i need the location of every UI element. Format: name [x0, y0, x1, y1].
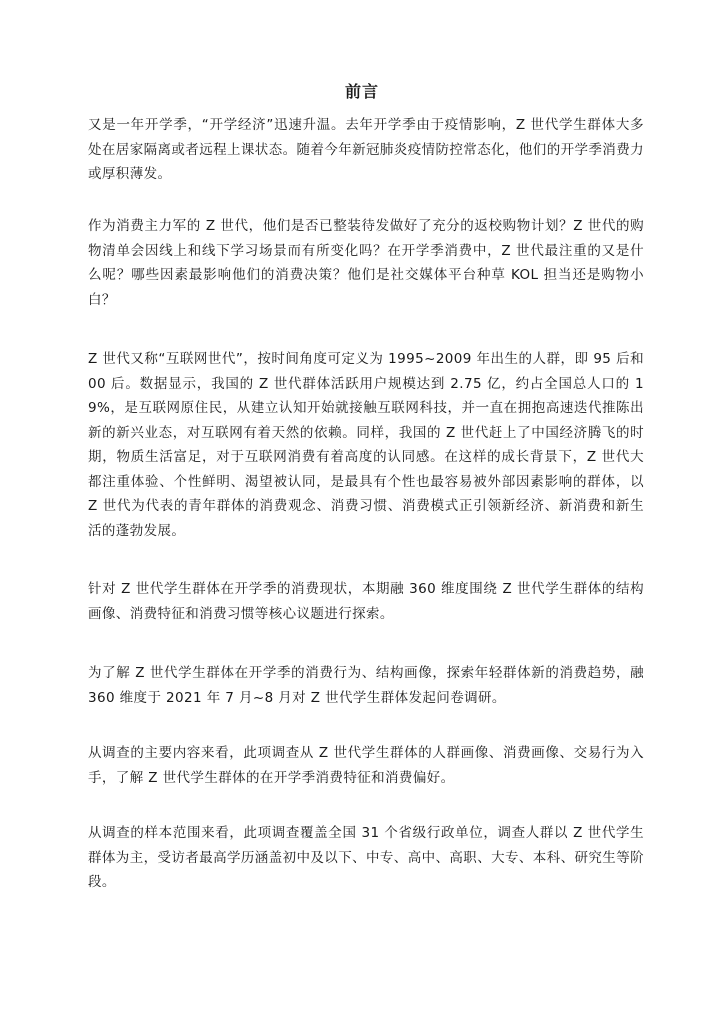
paragraph-intro: 又是一年开学季，“开学经济”迅速升温。去年开学季由于疫情影响，Z 世代学生群体大多处在居家隔离或者远程上课状态。随着今年新冠肺炎疫情防控常态化，他们的开学季消费力或厚积薄发。 [88, 117, 644, 182]
paragraph-gen-z-definition: Z 世代又称“互联网世代”，按时间角度可定义为 1995~2009 年出生的人群，即 95 后和 00 后。数据显示，我国的 Z 世代群体活跃用户规模达到 2.75 亿，约占全国总人口的 19%，是互联网原住民，从建立认知开始就接触互联网科技，并一直在拥抱高速迭代推陈出新的新兴业态，对互联网有着天然的依赖。同样，我国的 Z 世代赶上了中国经济腾飞的时期，物质生活富足，对于互联网消费有着高度的认同感。在这样的成长背景下，Z 世代大都注重体验、个性鲜明、渴望被认同，是最具有个性也最容易被外部因素影响的群体，以 Z 世代为代表的青年群体的消费观念、消费习惯、消费模式正引领新经济、新消费和新生活的蓬勃发展。 [88, 351, 644, 539]
paragraph-survey-sample: 从调查的样本范围来看，此项调查覆盖全国 31 个省级行政单位，调查人群以 Z 世代学生群体为主，受访者最高学历涵盖初中及以下、中专、高中、高职、大专、本科、研究生等阶段。 [88, 825, 644, 890]
paragraph-survey-purpose: 为了解 Z 世代学生群体在开学季的消费行为、结构画像，探索年轻群体新的消费趋势，融 360 维度于 2021 年 7 月~8 月对 Z 世代学生群体发起问卷调研。 [88, 665, 644, 706]
paragraph-questions: 作为消费主力军的 Z 世代，他们是否已整装待发做好了充分的返校购物计划？Z 世代的购物清单会因线上和线下学习场景而有所变化吗？在开学季消费中，Z 世代最注重的又是什么呢？哪些因素最影响他们的消费决策？他们是社交媒体平台种草 KOL 担当还是购物小白？ [88, 218, 644, 308]
paragraph-survey-content: 从调查的主要内容来看，此项调查从 Z 世代学生群体的人群画像、消费画像、交易行为入手，了解 Z 世代学生群体的在开学季消费特征和消费偏好。 [88, 745, 644, 786]
paragraph-research-focus: 针对 Z 世代学生群体在开学季的消费现状，本期融 360 维度围绕 Z 世代学生群体的结构画像、消费特征和消费习惯等核心议题进行探索。 [88, 581, 644, 622]
page-title: 前言 [344, 82, 379, 101]
